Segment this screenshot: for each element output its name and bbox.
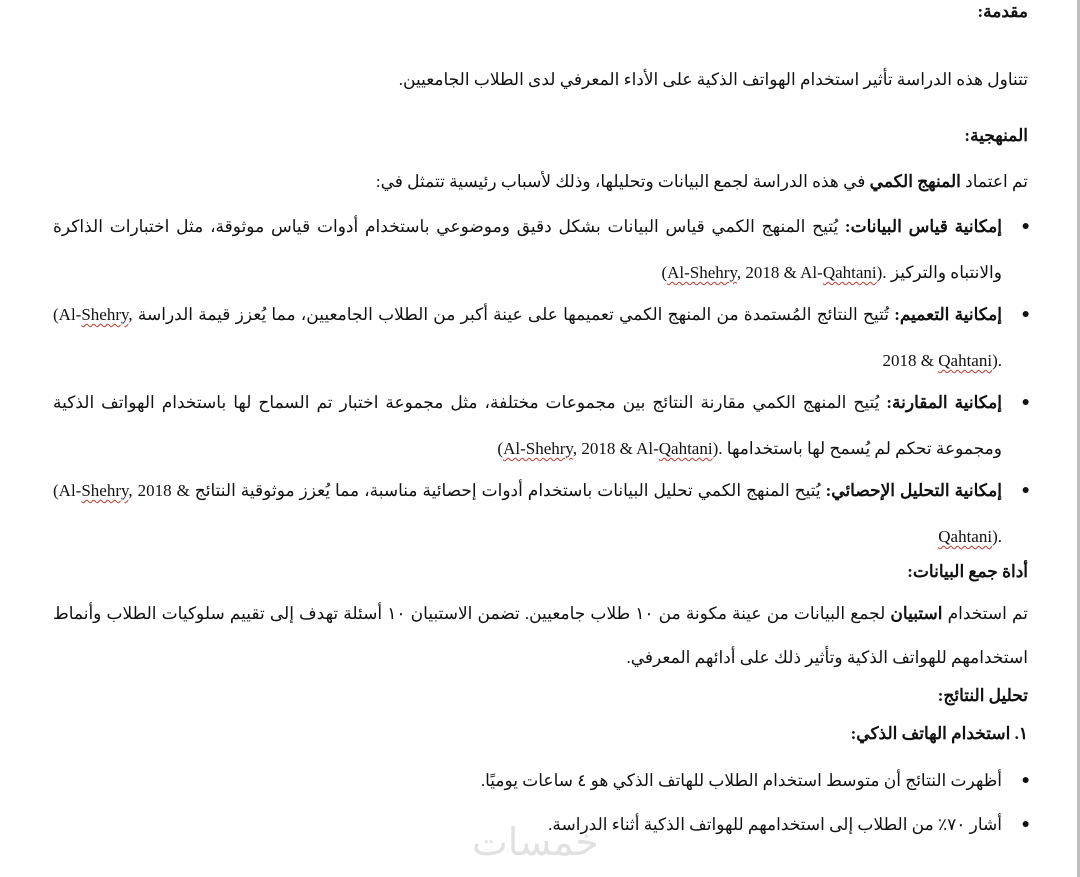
data-tool-heading: أداة جمع البيانات: — [907, 562, 1028, 581]
citation — [661, 263, 886, 282]
method-item-title: إمكانية قياس البيانات: — [844, 217, 1002, 236]
bullet-icon: ● — [1021, 817, 1030, 832]
bullet-icon: ● — [1021, 307, 1030, 322]
data-tool-bold: استبيان — [890, 604, 943, 623]
citation-author-b: Qahtani — [938, 527, 993, 546]
method-item-title: إمكانية التحليل الإحصائي: — [825, 481, 1002, 500]
bullet-icon: ● — [1021, 483, 1030, 498]
intro-heading: مقدمة: — [977, 2, 1028, 21]
citation-open: (Al- — [53, 305, 82, 324]
method-item-body: يُتيح المنهج الكمي تحليل البيانات باستخدام أدوات إحصائية مناسبة، مما يُعزز موثوقية النتائج — [189, 481, 826, 500]
citation-close: ). — [992, 527, 1002, 546]
citation-author-b: Qahtani — [938, 351, 993, 370]
method-item-measure — [53, 204, 1030, 296]
data-tool-end: لجمع البيانات من عينة مكونة من ١٠ طلاب جامعيين. تضمن الاستبيان ١٠ أسئلة تهدف إلى تقييم سلوكيات الطلاب وأنماط استخدامهم للهواتف الذكية وتأثير ذلك على أدائهم المعرفي. — [53, 604, 1028, 667]
citation-close: ). — [992, 351, 1002, 370]
method-item-body: يُتيح المنهج الكمي قياس البيانات بشكل دقيق وموضوعي باستخدام أدوات قياس موثوقة، مثل اختبارات الذاكرة والانتباه والتركيز — [53, 217, 1002, 282]
methodology-lead-start: تم اعتماد — [960, 172, 1028, 191]
citation-open: (Al- — [53, 481, 82, 500]
citation-author-b: Qahtani — [658, 439, 713, 458]
citation-mid: , 2018 & Al- — [736, 263, 823, 282]
methodology-lead — [53, 160, 1028, 204]
methodology-heading: المنهجية: — [964, 126, 1028, 145]
data-tool-start: تم استخدام — [942, 604, 1028, 623]
data-tool-paragraph — [53, 592, 1028, 680]
citation-author-a: Shehry — [81, 481, 129, 500]
citation-author-a: Al-Shehry — [667, 263, 737, 282]
citation-close: ). — [712, 439, 723, 458]
methodology-lead-end: في هذه الدراسة لجمع البيانات وتحليلها، وذلك لأسباب رئيسية تتمثل في: — [375, 172, 870, 191]
citation-author-a: Shehry — [81, 305, 129, 324]
citation-mid: , 2018 & Al- — [572, 439, 659, 458]
results-subheading: ١. استخدام الهاتف الذكي: — [850, 724, 1028, 743]
method-item-title: إمكانية المقارنة: — [886, 393, 1002, 412]
result-item-text: أظهرت النتائج أن متوسط استخدام الطلاب للهاتف الذكي هو ٤ ساعات يوميًا. — [480, 771, 1002, 790]
citation-open: ( — [497, 439, 504, 458]
bullet-icon: ● — [1021, 395, 1030, 410]
method-item-body: يُتيح المنهج الكمي مقارنة النتائج بين مجموعات مختلفة، مثل مجموعة اختبار تم السماح لها باستخدام الهواتف الذكية ومجموعة تحكم لم يُسمح لها باستخدامها — [53, 393, 1002, 458]
citation — [497, 439, 722, 458]
result-item-text: أشار ٧٠٪ من الطلاب إلى استخدامهم للهواتف الذكية أثناء الدراسة. — [548, 815, 1002, 834]
methodology-lead-bold: المنهج الكمي — [869, 172, 961, 191]
method-item-generalize — [53, 292, 1030, 384]
results-heading: تحليل النتائج: — [937, 686, 1028, 705]
citation-mid: , 2018 & — [128, 305, 939, 370]
bullet-icon: ● — [1021, 773, 1030, 788]
bullet-icon: ● — [1021, 219, 1030, 234]
citation-mid: , 2018 & — [128, 481, 190, 500]
method-item-title: إمكانية التعميم: — [894, 305, 1002, 324]
method-item-body: تُتيح النتائج المُستمدة من المنهج الكمي تعميمها على عينة أكبر من الطلاب الجامعيين، مما يُعزز قيمة الدراسة — [132, 305, 895, 324]
citation-author-b: Qahtani — [822, 263, 877, 282]
citation-author-a: Al-Shehry — [503, 439, 573, 458]
result-item — [53, 758, 1030, 804]
method-item-statistics — [53, 468, 1030, 560]
intro-paragraph: تتناول هذه الدراسة تأثير استخدام الهواتف الذكية على الأداء المعرفي لدى الطلاب الجامعيين. — [398, 70, 1028, 89]
citation-open: ( — [661, 263, 668, 282]
method-item-compare — [53, 380, 1030, 472]
citation-close: ). — [876, 263, 887, 282]
watermark-logo: خمسات — [472, 820, 599, 864]
